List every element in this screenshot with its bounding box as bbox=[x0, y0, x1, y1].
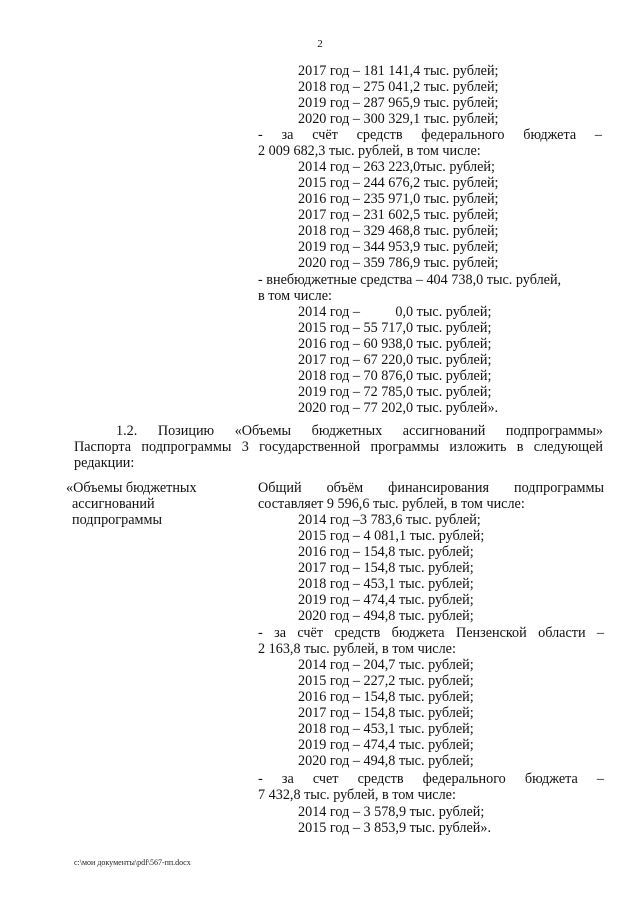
table-label-line: «Объемы бюджетных bbox=[66, 480, 197, 496]
section-paragraph-line: редакции: bbox=[74, 455, 135, 471]
year-line: 2020 год – 77 202,0 тыс. рублей». bbox=[298, 400, 499, 416]
year-line: 2020 год – 494,8 тыс. рублей; bbox=[298, 608, 474, 624]
year-line: 2014 год – 0,0 тыс. рублей; bbox=[298, 304, 492, 320]
regional-funds-total: 2 163,8 тыс. рублей, в том числе: bbox=[258, 641, 456, 657]
year-line: 2019 год – 72 785,0 тыс. рублей; bbox=[298, 384, 492, 400]
year-line: 2017 год – 231 602,5 тыс. рублей; bbox=[298, 207, 499, 223]
year-line: 2015 год – 55 717,0 тыс. рублей; bbox=[298, 320, 492, 336]
year-line: 2019 год – 287 965,9 тыс. рублей; bbox=[298, 95, 499, 111]
year-line: 2016 год – 235 971,0 тыс. рублей; bbox=[298, 191, 499, 207]
section-paragraph-line: Паспорта подпрограммы 3 государственной программы изложить в следующей bbox=[74, 439, 603, 455]
section-paragraph-line: 1.2. Позицию «Объемы бюджетных ассигнований подпрограммы» bbox=[116, 423, 603, 439]
year-line: 2015 год – 227,2 тыс. рублей; bbox=[298, 673, 474, 689]
year-line: 2017 год – 181 141,4 тыс. рублей; bbox=[298, 63, 499, 79]
extrabudget-funds-heading: - внебюджетные средства – 404 738,0 тыс. рублей, bbox=[258, 272, 562, 288]
table-label-line: ассигнований bbox=[72, 496, 155, 512]
year-line: 2019 год – 474,4 тыс. рублей; bbox=[298, 592, 474, 608]
year-line: 2017 год – 67 220,0 тыс. рублей; bbox=[298, 352, 492, 368]
extrabudget-funds-sub: в том числе: bbox=[258, 288, 332, 304]
total-funding-amount: составляет 9 596,6 тыс. рублей, в том числе: bbox=[258, 496, 525, 512]
file-path-footer: c:\мои документы\pdf\567-пп.docx bbox=[74, 858, 191, 867]
federal-funds-heading: - за счет средств федерального бюджета – bbox=[258, 771, 604, 787]
year-line: 2016 год – 60 938,0 тыс. рублей; bbox=[298, 336, 492, 352]
year-line: 2020 год – 494,8 тыс. рублей; bbox=[298, 753, 474, 769]
year-line: 2019 год – 474,4 тыс. рублей; bbox=[298, 737, 474, 753]
year-line: 2017 год – 154,8 тыс. рублей; bbox=[298, 705, 474, 721]
year-line: 2018 год – 275 041,2 тыс. рублей; bbox=[298, 79, 499, 95]
year-line: 2014 год –3 783,6 тыс. рублей; bbox=[298, 512, 481, 528]
year-line: 2014 год – 204,7 тыс. рублей; bbox=[298, 657, 474, 673]
year-line: 2018 год – 329 468,8 тыс. рублей; bbox=[298, 223, 499, 239]
year-line: 2014 год – 263 223,0тыс. рублей; bbox=[298, 159, 495, 175]
page-number: 2 bbox=[317, 38, 323, 50]
year-line: 2015 год – 4 081,1 тыс. рублей; bbox=[298, 528, 485, 544]
year-line: 2015 год – 3 853,9 тыс. рублей». bbox=[298, 820, 491, 836]
year-line: 2020 год – 359 786,9 тыс. рублей; bbox=[298, 255, 499, 271]
year-line: 2018 год – 453,1 тыс. рублей; bbox=[298, 576, 474, 592]
year-line: 2016 год – 154,8 тыс. рублей; bbox=[298, 544, 474, 560]
table-label-line: подпрограммы bbox=[72, 512, 162, 528]
year-line: 2020 год – 300 329,1 тыс. рублей; bbox=[298, 111, 499, 127]
total-funding-heading: Общий объём финансирования подпрограммы bbox=[258, 480, 604, 496]
federal-funds-total: 7 432,8 тыс. рублей, в том числе: bbox=[258, 787, 456, 803]
federal-funds-heading: - за счёт средств федерального бюджета – bbox=[258, 127, 602, 143]
year-line: 2018 год – 453,1 тыс. рублей; bbox=[298, 721, 474, 737]
regional-funds-heading: - за счёт средств бюджета Пензенской области – bbox=[258, 625, 604, 641]
year-line: 2019 год – 344 953,9 тыс. рублей; bbox=[298, 239, 499, 255]
year-line: 2016 год – 154,8 тыс. рублей; bbox=[298, 689, 474, 705]
year-line: 2015 год – 244 676,2 тыс. рублей; bbox=[298, 175, 499, 191]
year-line: 2017 год – 154,8 тыс. рублей; bbox=[298, 560, 474, 576]
year-line: 2014 год – 3 578,9 тыс. рублей; bbox=[298, 804, 485, 820]
federal-funds-total: 2 009 682,3 тыс. рублей, в том числе: bbox=[258, 143, 481, 159]
year-line: 2018 год – 70 876,0 тыс. рублей; bbox=[298, 368, 492, 384]
